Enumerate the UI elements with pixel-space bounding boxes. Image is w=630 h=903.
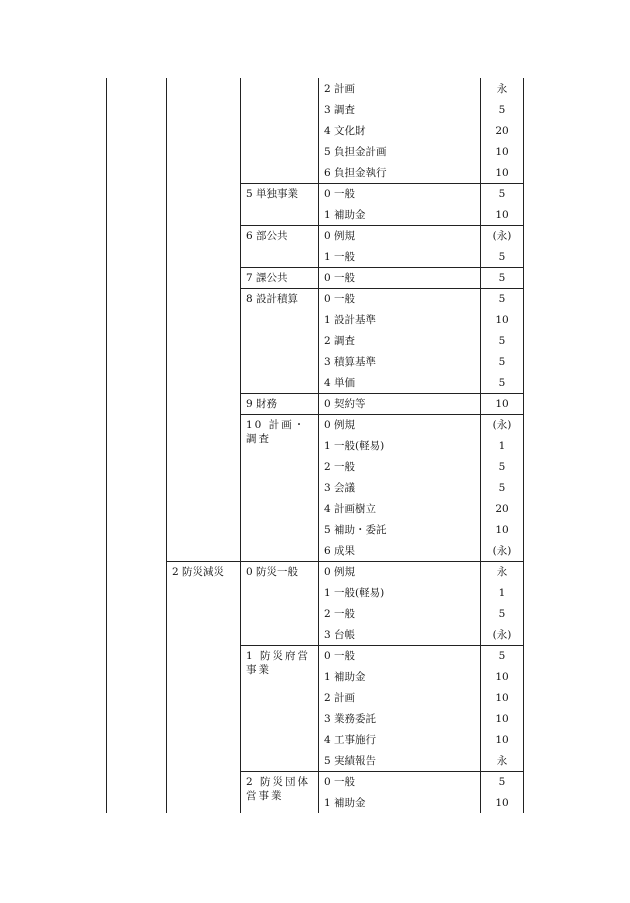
retention-period: (永) [492,230,512,242]
column-rule [318,78,319,813]
row-rule [240,288,523,289]
minor-category: 0 例規 [324,419,356,431]
middle-category: 5 単独事業 [246,188,299,200]
retention-period: 10 [495,146,509,158]
column-rule [106,78,107,813]
minor-category: 3 会議 [324,482,356,494]
minor-category: 2 一般 [324,608,356,620]
minor-category: 0 一般 [324,776,356,788]
row-rule [166,561,523,562]
minor-category: 6 成果 [324,545,356,557]
minor-category: 1 補助金 [324,209,366,221]
minor-category: 5 負担金計画 [324,146,387,158]
retention-period: 5 [498,377,506,389]
minor-category: 0 契約等 [324,398,366,410]
minor-category: 3 調査 [324,104,356,116]
retention-period: (永) [492,629,512,641]
retention-period: 10 [495,167,509,179]
retention-period: 5 [498,251,506,263]
row-rule [240,645,523,646]
retention-period: 5 [498,272,506,284]
minor-category: 4 工事施行 [324,734,377,746]
retention-period: 5 [498,650,506,662]
row-rule [240,267,523,268]
minor-category: 1 補助金 [324,797,366,809]
minor-category: 2 計画 [324,83,356,95]
retention-period: 5 [498,776,506,788]
middle-category: 10 計画・調査 [246,419,307,445]
retention-period: 5 [498,482,506,494]
minor-category: 4 単価 [324,377,356,389]
retention-period: 10 [495,713,509,725]
retention-period: 10 [495,209,509,221]
retention-period: 20 [495,125,509,137]
retention-period: 永 [496,566,508,578]
minor-category: 0 一般 [324,272,356,284]
retention-period: 5 [498,188,506,200]
row-rule [240,393,523,394]
retention-period: 10 [495,734,509,746]
minor-category: 5 補助・委託 [324,524,387,536]
minor-category: 3 台帳 [324,629,356,641]
minor-category: 3 業務委託 [324,713,377,725]
retention-period: 5 [498,104,506,116]
minor-category: 1 一般(軽易) [324,440,385,452]
row-rule [240,414,523,415]
middle-category: 0 防災一般 [246,566,299,578]
minor-category: 2 計画 [324,692,356,704]
retention-period: 5 [498,356,506,368]
row-rule [240,183,523,184]
retention-period: 10 [495,524,509,536]
middle-category: 1 防災府営事業 [246,650,311,676]
minor-category: 1 設計基準 [324,314,377,326]
column-rule [166,78,167,813]
middle-category: 8 設計積算 [246,293,299,305]
minor-category: 1 一般(軽易) [324,587,385,599]
retention-period: (永) [492,419,512,431]
middle-category: 6 部公共 [246,230,288,242]
retention-period: 5 [498,461,506,473]
minor-category: 0 一般 [324,188,356,200]
row-rule [240,225,523,226]
retention-period: 1 [498,587,506,599]
minor-category: 0 例規 [324,566,356,578]
retention-period: 5 [498,335,506,347]
retention-period: 10 [495,671,509,683]
minor-category: 0 一般 [324,293,356,305]
minor-category: 0 一般 [324,650,356,662]
minor-category: 2 調査 [324,335,356,347]
retention-period: 5 [498,293,506,305]
minor-category: 4 文化財 [324,125,366,137]
minor-category: 6 負担金執行 [324,167,387,179]
column-rule [240,78,241,813]
retention-period: 10 [495,692,509,704]
minor-category: 2 一般 [324,461,356,473]
retention-period: 10 [495,398,509,410]
retention-period: 5 [498,608,506,620]
middle-category: 9 財務 [246,398,278,410]
retention-period: 10 [495,314,509,326]
middle-category: 7 課公共 [246,272,288,284]
retention-period: (永) [492,545,512,557]
major-category: 2 防災減災 [172,566,225,578]
minor-category: 5 実績報告 [324,755,377,767]
retention-period: 1 [498,440,506,452]
minor-category: 4 計画樹立 [324,503,377,515]
retention-period: 20 [495,503,509,515]
retention-period: 永 [496,83,508,95]
minor-category: 3 積算基準 [324,356,377,368]
minor-category: 1 一般 [324,251,356,263]
row-rule [240,771,523,772]
retention-period: 永 [496,755,508,767]
middle-category: 2 防災団体営事業 [246,776,311,802]
minor-category: 0 例規 [324,230,356,242]
minor-category: 1 補助金 [324,671,366,683]
retention-period: 10 [495,797,509,809]
